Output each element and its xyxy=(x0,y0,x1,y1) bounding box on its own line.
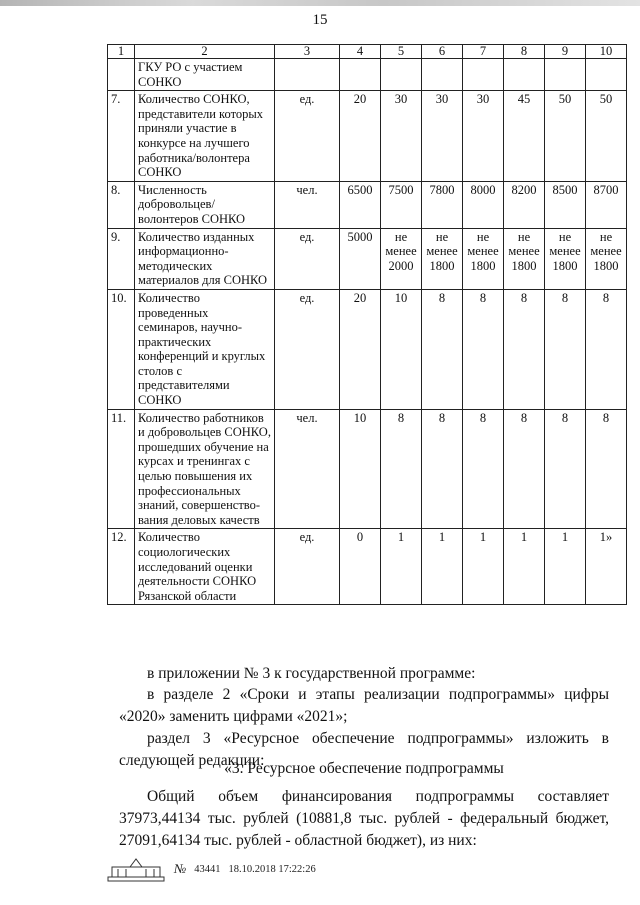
value-cell: 8 xyxy=(463,409,504,529)
value-cell xyxy=(381,59,422,91)
table-row xyxy=(108,409,627,529)
value-cell: 8000 xyxy=(463,181,504,228)
value-cell: 8 xyxy=(586,289,627,409)
header-cell: 9 xyxy=(545,45,586,59)
indicator-name-cell: Количество изданных информационно-методических материалов для СОНКО xyxy=(135,228,275,289)
value-cell: 8200 xyxy=(504,181,545,228)
unit-cell: чел. xyxy=(275,409,340,529)
header-cell: 3 xyxy=(275,45,340,59)
value-cell: 8 xyxy=(504,289,545,409)
scan-edge xyxy=(0,0,640,6)
value-cell: 5000 xyxy=(340,228,381,289)
table-row xyxy=(108,529,627,605)
value-cell: 7800 xyxy=(422,181,463,228)
value-cell: не менее 1800 xyxy=(504,228,545,289)
indicators-table xyxy=(107,44,627,605)
value-cell xyxy=(463,59,504,91)
doc-number: 43441 xyxy=(194,863,221,875)
value-cell xyxy=(504,59,545,91)
value-cell: 10 xyxy=(381,289,422,409)
value-cell: 8 xyxy=(545,289,586,409)
value-cell: 1» xyxy=(586,529,627,605)
paragraph-financing: Общий объем финансирования подпрограммы составляет 37973,44134 тыс. рублей (10881,8 тыс. рублей - федеральный бюджет, 27091,64134 тыс. рублей - областной бюджет), из них: xyxy=(119,788,609,849)
row-number-cell: 7. xyxy=(108,91,135,182)
value-cell: 8 xyxy=(463,289,504,409)
table-row xyxy=(108,59,627,91)
building-logo-icon xyxy=(106,855,166,883)
indicator-name-cell: Количество работников и добровольцев СОНКО, прошедших обучение на курсах и тренингах с целью повышения их профессиональных знаний, совершенство-вания деловых качеств xyxy=(135,409,275,529)
value-cell: 1 xyxy=(463,529,504,605)
value-cell: 8700 xyxy=(586,181,627,228)
value-cell: 1 xyxy=(545,529,586,605)
unit-cell: ед. xyxy=(275,91,340,182)
value-cell: 1 xyxy=(422,529,463,605)
header-cell: 5 xyxy=(381,45,422,59)
value-cell: 8500 xyxy=(545,181,586,228)
value-cell: 45 xyxy=(504,91,545,182)
value-cell: 1 xyxy=(381,529,422,605)
doc-timestamp: 18.10.2018 17:22:26 xyxy=(228,863,316,875)
header-cell: 2 xyxy=(135,45,275,59)
value-cell: 8 xyxy=(422,289,463,409)
table-row xyxy=(108,228,627,289)
header-cell: 8 xyxy=(504,45,545,59)
value-cell: 30 xyxy=(381,91,422,182)
header-cell: 1 xyxy=(108,45,135,59)
value-cell: не менее 1800 xyxy=(422,228,463,289)
indicator-name-cell: ГКУ РО с участием СОНКО xyxy=(135,59,275,91)
row-number-cell xyxy=(108,59,135,91)
table-row xyxy=(108,289,627,409)
footer xyxy=(106,855,316,883)
value-cell: 50 xyxy=(545,91,586,182)
value-cell: не менее 1800 xyxy=(463,228,504,289)
value-cell: 30 xyxy=(463,91,504,182)
row-number-cell: 11. xyxy=(108,409,135,529)
value-cell xyxy=(545,59,586,91)
number-sign: № xyxy=(174,861,187,876)
indicator-name-cell: Количество проведенных семинаров, научно-практических конференций и круглых столов с представителями СОНКО xyxy=(135,289,275,409)
table-row xyxy=(108,181,627,228)
row-number-cell: 12. xyxy=(108,529,135,605)
unit-cell: чел. xyxy=(275,181,340,228)
row-number-cell: 10. xyxy=(108,289,135,409)
value-cell: 7500 xyxy=(381,181,422,228)
value-cell: 20 xyxy=(340,289,381,409)
paragraph-appendix: в приложении № 3 к государственной программе: xyxy=(147,665,476,682)
value-cell: 8 xyxy=(381,409,422,529)
table-header-row xyxy=(108,45,627,59)
section-heading: «3. Ресурсное обеспечение подпрограммы xyxy=(224,760,504,777)
value-cell: не менее 1800 xyxy=(545,228,586,289)
value-cell: не менее 1800 xyxy=(586,228,627,289)
indicator-name-cell: Количество СОНКО, представители которых приняли участие в конкурсе на лучшего работника/волонтера СОНКО xyxy=(135,91,275,182)
value-cell: 8 xyxy=(422,409,463,529)
value-cell: 10 xyxy=(340,409,381,529)
unit-cell: ед. xyxy=(275,228,340,289)
value-cell: 50 xyxy=(586,91,627,182)
unit-cell: ед. xyxy=(275,289,340,409)
value-cell: 30 xyxy=(422,91,463,182)
row-number-cell: 9. xyxy=(108,228,135,289)
header-cell: 6 xyxy=(422,45,463,59)
value-cell: 6500 xyxy=(340,181,381,228)
indicator-name-cell: Численность добровольцев/ волонтеров СОНКО xyxy=(135,181,275,228)
value-cell: 20 xyxy=(340,91,381,182)
header-cell: 4 xyxy=(340,45,381,59)
value-cell: 0 xyxy=(340,529,381,605)
unit-cell xyxy=(275,59,340,91)
paragraph-section2: в разделе 2 «Сроки и этапы реализации подпрограммы» цифры «2020» заменить цифрами «2021»; xyxy=(119,686,609,725)
header-cell: 10 xyxy=(586,45,627,59)
value-cell: 8 xyxy=(586,409,627,529)
value-cell: 8 xyxy=(504,409,545,529)
value-cell: 1 xyxy=(504,529,545,605)
table-row xyxy=(108,91,627,182)
indicator-name-cell: Количество социологических исследований оценки деятельности СОНКО Рязанской области xyxy=(135,529,275,605)
value-cell: 8 xyxy=(545,409,586,529)
value-cell xyxy=(422,59,463,91)
paragraph-section3: раздел 3 «Ресурсное обеспечение подпрограммы» изложить в следующей редакции: xyxy=(119,730,609,769)
value-cell: не менее 2000 xyxy=(381,228,422,289)
unit-cell: ед. xyxy=(275,529,340,605)
page-number: 15 xyxy=(312,12,328,28)
row-number-cell: 8. xyxy=(108,181,135,228)
value-cell xyxy=(340,59,381,91)
header-cell: 7 xyxy=(463,45,504,59)
value-cell xyxy=(586,59,627,91)
